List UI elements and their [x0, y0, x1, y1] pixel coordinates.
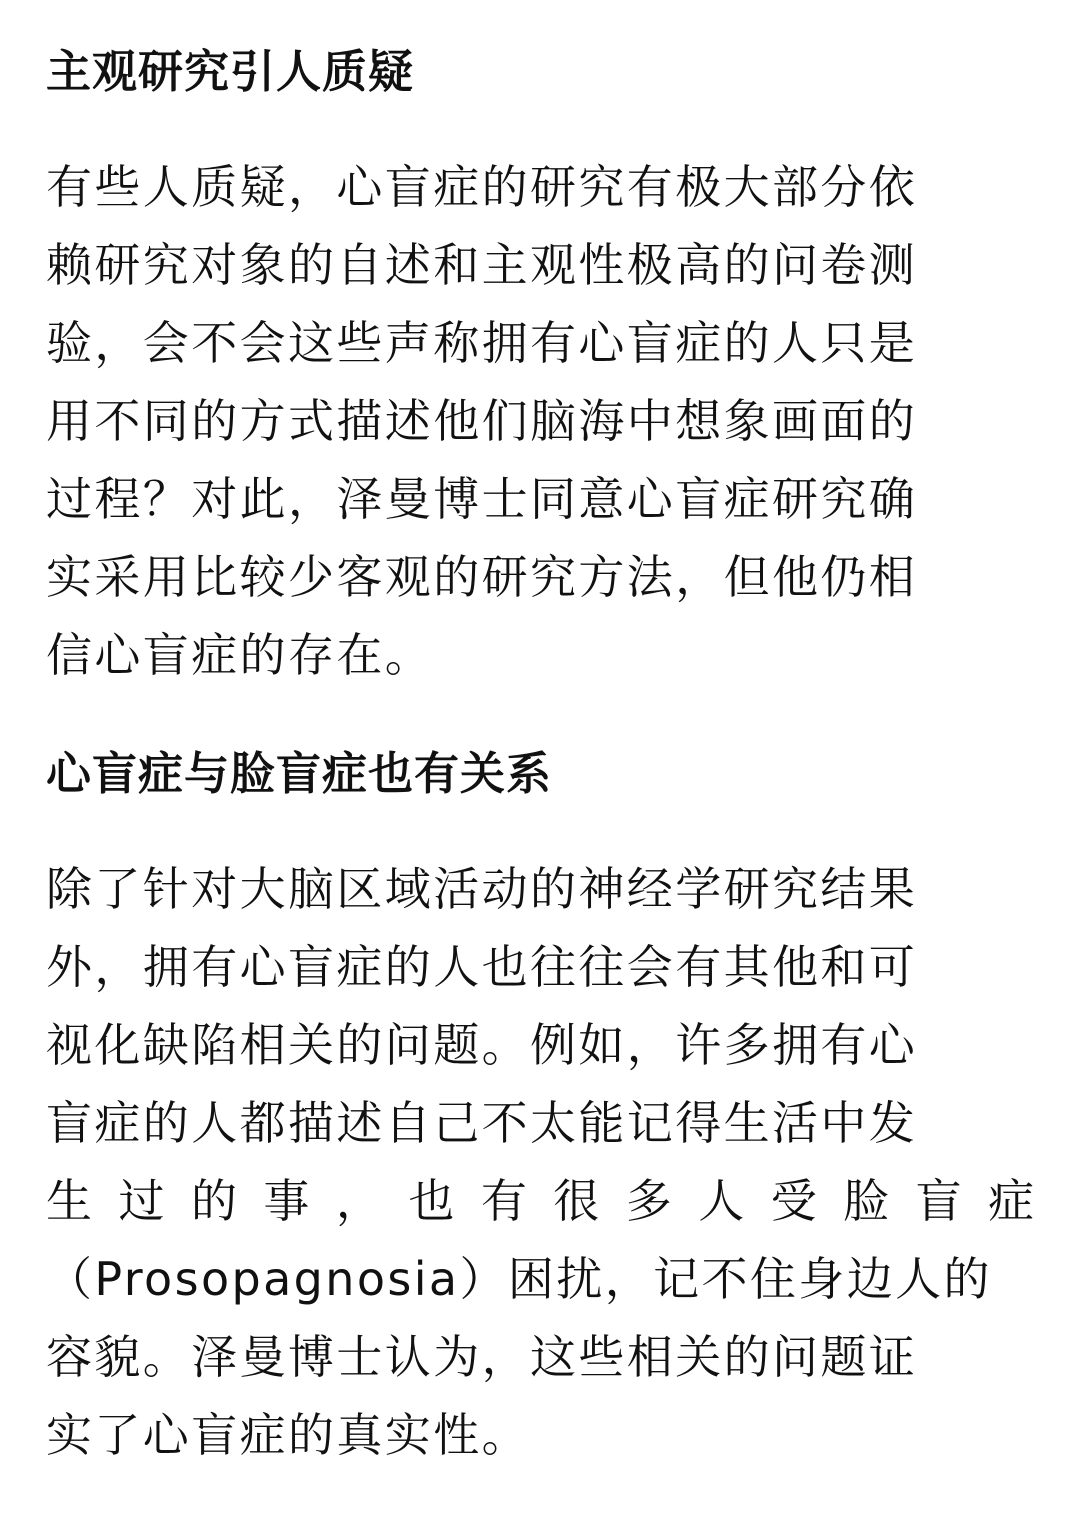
- paragraph-line: 有些人质疑，心盲症的研究有极大部分依: [46, 160, 918, 214]
- paragraph-line: 视化缺陷相关的问题。例如，许多拥有心: [46, 1018, 918, 1072]
- paragraph-line: 实采用比较少客观的研究方法，但他仍相: [46, 550, 918, 604]
- spacer: [46, 104, 1034, 148]
- spacer: [46, 694, 1034, 742]
- paragraph-line: 除了针对大脑区域活动的神经学研究结果: [46, 862, 918, 916]
- paragraph-line: 外，拥有心盲症的人也往往会有其他和可: [46, 940, 918, 994]
- paragraph-line: （Prosopagnosia）困扰，记不住身边人的: [46, 1252, 992, 1306]
- paragraph-line: 容貌。泽曼博士认为，这些相关的问题证: [46, 1330, 918, 1384]
- paragraph-line: 实了心盲症的真实性。: [46, 1408, 530, 1462]
- paragraph-prosopagnosia-relation: [46, 850, 1034, 1474]
- paragraph-line: 信心盲症的存在。: [46, 628, 434, 682]
- paragraph-line: 过程？对此，泽曼博士同意心盲症研究确: [46, 472, 918, 526]
- section-heading-prosopagnosia-relation: 心盲症与脸盲症也有关系: [46, 747, 553, 800]
- paragraph-line: 用不同的方式描述他们脑海中想象画面的: [46, 394, 918, 448]
- section-heading-subjective-research: 主观研究引人质疑: [46, 45, 415, 98]
- paragraph-subjective-research: [46, 148, 1034, 694]
- paragraph-line: 生 过 的 事 ， 也 有 很 多 人 受 脸 盲 症: [46, 1174, 1035, 1228]
- paragraph-line: 赖研究对象的自述和主观性极高的问卷测: [46, 238, 918, 292]
- paragraph-line: 验，会不会这些声称拥有心盲症的人只是: [46, 316, 918, 370]
- paragraph-line: 盲症的人都描述自己不太能记得生活中发: [46, 1096, 918, 1150]
- spacer: [46, 806, 1034, 850]
